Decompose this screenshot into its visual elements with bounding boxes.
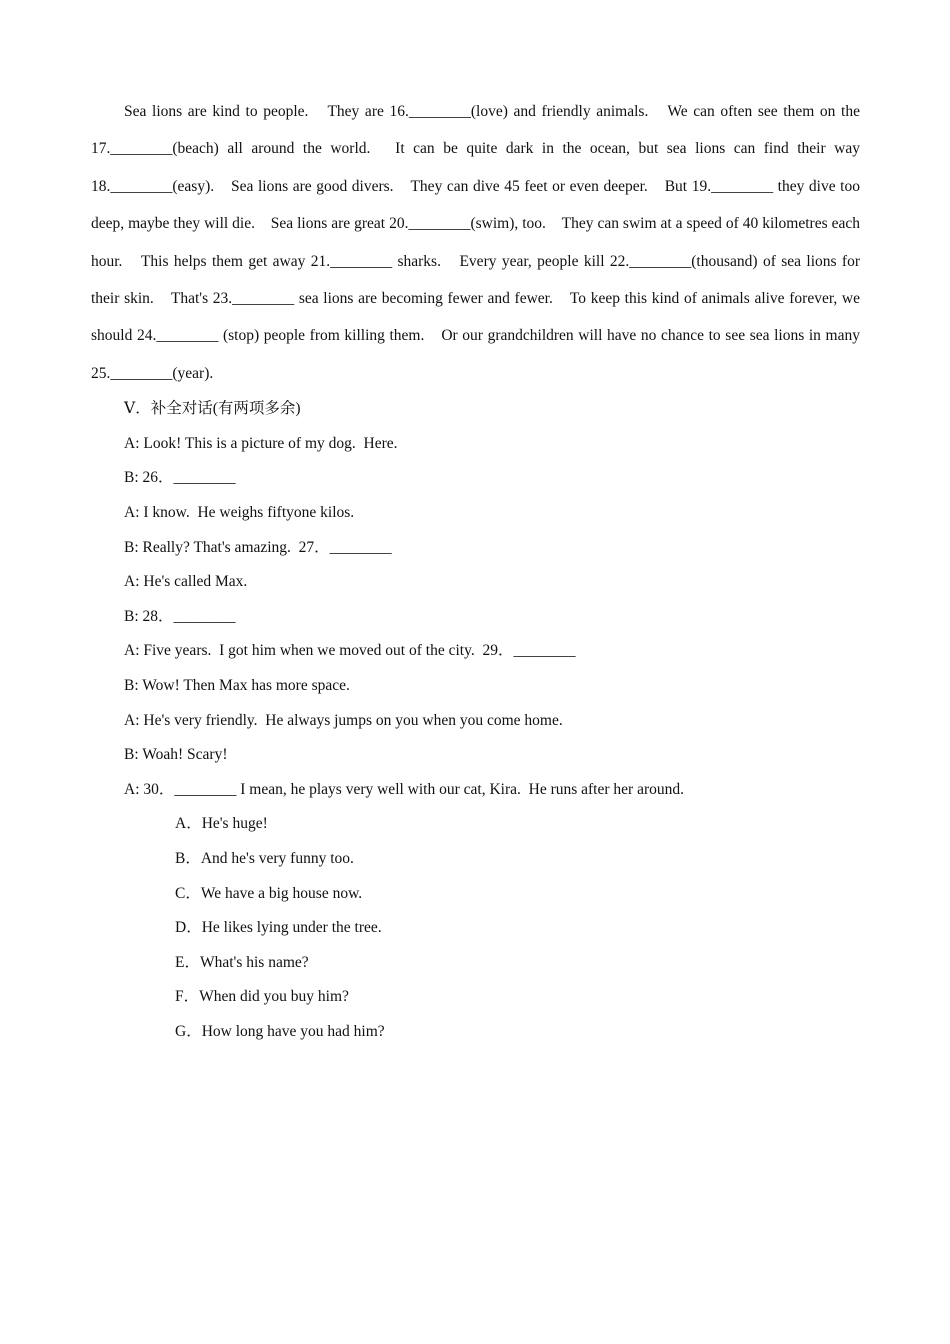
dialogue [91,427,860,808]
option-item: D．He likes lying under the tree. [175,919,382,937]
dialogue-line: B: 28．________ [124,607,236,625]
dialogue-line: A: He's called Max. [124,573,248,591]
passage-paragraph: Sea lions are kind to people. They are 16.________(love) and friendly animals. We can often see them on the 17.________(beach) all around the world. It can be quite dark in the ocean, but sea lions can find their way 18.________(easy). Sea lions are good divers. They can dive 45 feet or even deeper. But 19.________ they dive too deep, maybe they will die. Sea lions are great 20.________(swim), too. They can swim at a speed of 40 kilometres each hour. This helps them get away 21.________ sharks. Every year, people kill 22.________(thousand) of sea lions for their skin. That's 23.________ sea lions are becoming fewer and fewer. To keep this kind of animals alive forever, we should 24.________ (stop) people from killing them. Or our grandchildren will have no chance to see sea lions in many 25.________(year). [91,103,860,382]
document-page [91,93,860,1050]
dialogue-line: A: 30．________ I mean, he plays very well with our cat, Kira. He runs after her around. [124,780,684,798]
dialogue-line: B: Woah! Scary! [124,746,228,764]
dialogue-line: A: Look! This is a picture of my dog. Here. [124,434,398,452]
dialogue-line: B: 26．________ [124,469,236,487]
option-item: E．What's his name? [175,953,309,971]
option-item: B．And he's very funny too. [175,849,354,867]
section-title: Ⅴ．补全对话(有两项多余) [124,400,301,418]
dialogue-line: A: Five years. I got him when we moved out of the city. 29．________ [124,642,576,660]
dialogue-line: B: Really? That's amazing. 27．________ [124,538,392,556]
option-list [91,807,860,1049]
option-item: C．We have a big house now. [175,884,363,902]
dialogue-line: B: Wow! Then Max has more space. [124,677,350,694]
dialogue-line: A: I know. He weighs fiftyone kilos. [124,504,355,522]
option-item: G．How long have you had him? [175,1022,385,1040]
dialogue-line: A: He's very friendly. He always jumps on you when you come home. [124,711,563,729]
option-item: A．He's huge! [175,815,268,833]
option-item: F．When did you buy him? [175,988,349,1006]
